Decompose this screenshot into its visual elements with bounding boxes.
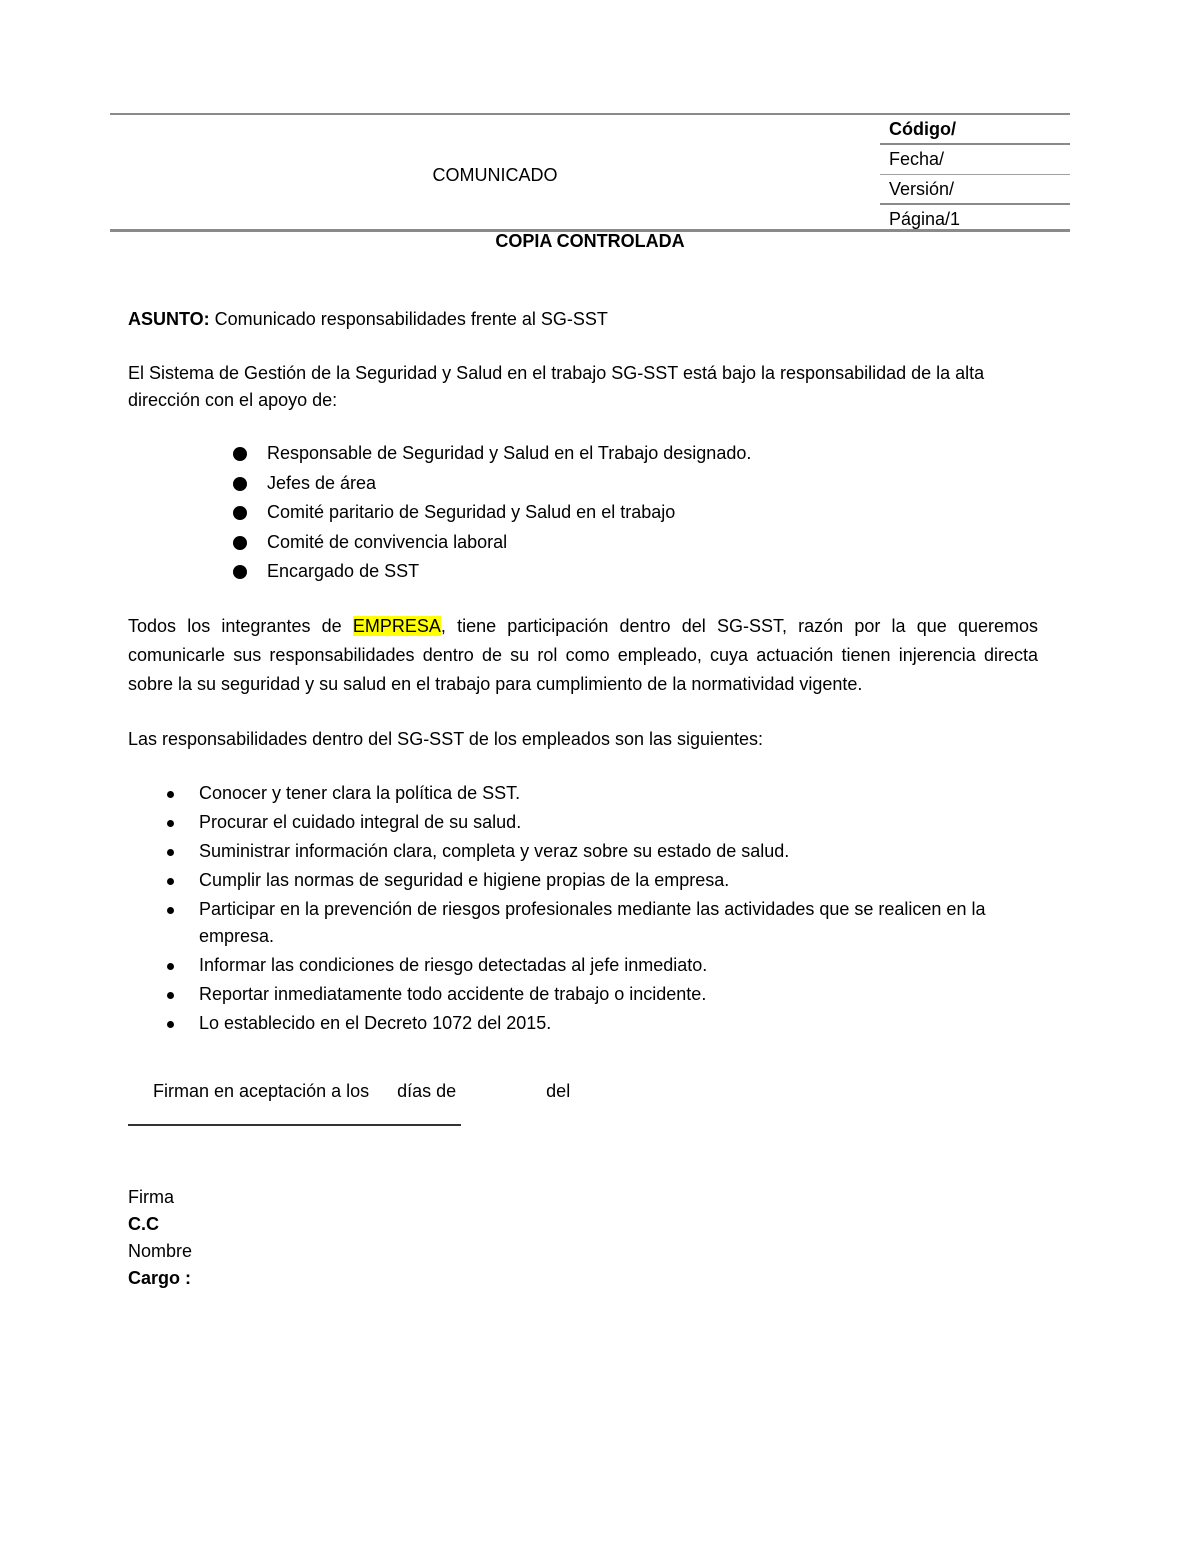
firma-label: Firma bbox=[128, 1187, 174, 1207]
acceptance-line bbox=[153, 1081, 570, 1102]
list-item-text: Cumplir las normas de seguridad e higiene propias de la empresa. bbox=[199, 870, 730, 890]
bullet-icon bbox=[167, 820, 174, 827]
bullet-icon bbox=[167, 992, 174, 999]
bullet-icon bbox=[167, 878, 174, 885]
bullet-icon bbox=[233, 447, 247, 461]
list-item-text: Procurar el cuidado integral de su salud. bbox=[199, 812, 522, 832]
asunto-label: ASUNTO: bbox=[128, 309, 210, 329]
list-item bbox=[160, 981, 1040, 1008]
responsibilities-list bbox=[160, 780, 1040, 1039]
intro-paragraph: El Sistema de Gestión de la Seguridad y Salud en el trabajo SG-SST está bajo la responsabilidad de la alta dirección con el apoyo de: bbox=[128, 363, 985, 410]
bullet-icon bbox=[167, 849, 174, 856]
meta-codigo-label: Código/ bbox=[889, 119, 956, 139]
meta-pagina-label: Página/1 bbox=[889, 209, 961, 229]
list-item bbox=[230, 529, 751, 559]
list-item-text: Reportar inmediatamente todo accidente de trabajo o incidente. bbox=[199, 984, 707, 1004]
paragraph-text: Todos los integrantes de bbox=[128, 616, 353, 636]
bullet-icon bbox=[233, 477, 247, 491]
highlighted-company: EMPRESA bbox=[352, 616, 441, 636]
list-item-text: Encargado de SST bbox=[267, 561, 420, 581]
signature-fields bbox=[128, 1184, 192, 1292]
list-item-text: Conocer y tener clara la política de SST. bbox=[199, 783, 521, 803]
bullet-icon bbox=[233, 536, 247, 550]
bullet-icon bbox=[167, 907, 174, 914]
list-item-text: Suministrar información clara, completa y veraz sobre su estado de salud. bbox=[199, 841, 790, 861]
cargo-label: Cargo : bbox=[128, 1268, 191, 1288]
meta-fecha-label: Fecha/ bbox=[889, 149, 945, 169]
list-item-text: Responsable de Seguridad y Salud en el Trabajo designado. bbox=[267, 443, 752, 463]
bullet-icon bbox=[167, 791, 174, 798]
bullet-icon bbox=[167, 1021, 174, 1028]
list-item-text: Comité de convivencia laboral bbox=[267, 531, 508, 552]
list-item bbox=[230, 558, 751, 588]
list-item bbox=[160, 780, 1040, 807]
paragraph-text: , tiene participación dentro del SG-SST, razón por la que queremos comunicarle sus responsabilidades dentro de su rol como empleado, cuya actuación tienen injerencia directa sobre la su seguridad y su salud en el trabajo para cumplimiento de la normatividad vigente. bbox=[128, 616, 1038, 694]
participation-paragraph bbox=[128, 612, 1038, 699]
meta-version-label: Versión/ bbox=[889, 179, 955, 199]
copia-controlada-label: COPIA CONTROLADA bbox=[495, 231, 685, 251]
asunto-text: Comunicado responsabilidades frente al SG-SST bbox=[209, 309, 608, 329]
list-item-text: Comité paritario de Seguridad y Salud en el trabajo bbox=[267, 502, 676, 522]
list-item bbox=[160, 838, 1040, 865]
acceptance-text: del bbox=[546, 1081, 571, 1101]
bullet-icon bbox=[233, 565, 247, 579]
list-item bbox=[160, 896, 1040, 950]
header-table bbox=[110, 113, 1070, 231]
meta-fecha bbox=[880, 145, 1070, 175]
list-item-text: Lo establecido en el Decreto 1072 del 2015. bbox=[199, 1013, 552, 1033]
acceptance-text: Firman en aceptación a los bbox=[153, 1081, 370, 1101]
acceptance-text: días de bbox=[397, 1081, 457, 1101]
document-title: COMUNICADO bbox=[432, 165, 558, 185]
list-item-text: Informar las condiciones de riesgo detectadas al jefe inmediato. bbox=[199, 955, 708, 975]
list-item bbox=[230, 440, 751, 470]
list-item-text: Participar en la prevención de riesgos profesionales mediante las actividades que se realicen en la empresa. bbox=[199, 899, 986, 946]
responsibilities-intro: Las responsabilidades dentro del SG-SST de los empleados son las siguientes: bbox=[128, 729, 764, 749]
asunto-line bbox=[128, 309, 608, 330]
cc-label: C.C bbox=[128, 1214, 159, 1234]
bullet-icon bbox=[167, 963, 174, 970]
meta-codigo bbox=[880, 115, 1070, 145]
list-item bbox=[160, 952, 1040, 979]
meta-version bbox=[880, 175, 1070, 205]
list-item bbox=[230, 470, 751, 500]
list-item bbox=[160, 867, 1040, 894]
list-item bbox=[160, 1010, 1040, 1037]
nombre-label: Nombre bbox=[128, 1241, 193, 1261]
support-list bbox=[230, 440, 751, 588]
signature-line bbox=[128, 1124, 461, 1126]
list-item bbox=[230, 499, 751, 529]
list-item bbox=[160, 809, 1040, 836]
bullet-icon bbox=[233, 506, 247, 520]
list-item-text: Jefes de área bbox=[267, 472, 377, 493]
